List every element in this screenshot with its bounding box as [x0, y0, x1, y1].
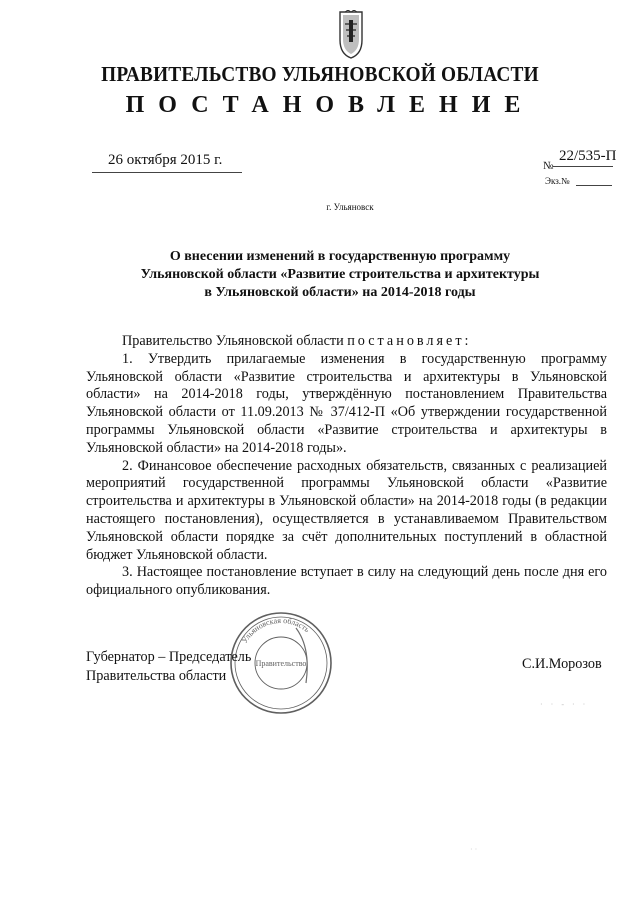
position-line-2: Правительства области [86, 668, 227, 684]
title-line-2: Ульяновской области «Развитие строительства и архитектуры [140, 267, 540, 282]
paragraph-item-1: 1. Утвердить прилагаемые изменения в государственную программу Ульяновской области «Развитие строительства и архитектуры в Ульяновской области» на 2014-2018 годы, утверждённую постановлением Правительства Ульяновской области от 11.09.2013 № 37/412-П «Об утверждении государственной программы Ульяновской области «Развитие строительства и архитектуры в Ульяновской области» на 2014-2018 годы». [86, 350, 607, 456]
paragraph-item-3: 3. Настоящее постановление вступает в силу на следующий день после дня его официального опубликования. [86, 564, 607, 599]
scan-noise: · · - · · [540, 700, 589, 709]
intro-verb: постановляет: [347, 333, 472, 349]
seal-center-text: Правительство [255, 659, 307, 668]
document-title [90, 248, 590, 302]
copy-number-label: Экз.№ [545, 176, 570, 186]
document-number: 22/535-П [559, 148, 617, 164]
number-underline [553, 166, 613, 167]
seal-ring-text: Ульяновская область [239, 615, 312, 645]
paragraph-item-2: 2. Финансовое обеспечение расходных обязательств, связанных с реализацией мероприятий государственной программы Ульяновской области «Развитие строительства и архитектуры в Ульяновской области» на 2014-2018 годы (в редакции настоящего постановления), осуществляется в устанавливаемом Правительством Ульяновской области порядке за счёт дополнительных поступлений в областной бюджет Ульяновской области. [86, 457, 607, 563]
title-line-1: О внесении изменений в государственную программу [169, 249, 511, 264]
document-date: 26 октября 2015 г. [108, 152, 223, 168]
official-seal-stamp [226, 608, 336, 718]
intro-paragraph [86, 333, 607, 351]
organization-title: ПРАВИТЕЛЬСТВО УЛЬЯНОВСКОЙ ОБЛАСТИ [101, 62, 539, 86]
number-prefix: № [543, 160, 554, 172]
position-line-1: Губернатор – Председатель [86, 649, 252, 665]
scan-noise-bottom: · · [470, 845, 478, 854]
title-line-3: в Ульяновской области» на 2014-2018 годы [204, 285, 476, 300]
document-body [86, 333, 607, 600]
coat-of-arms-emblem [334, 10, 368, 60]
date-underline [92, 172, 242, 173]
document-type-heading: ПОСТАНОВЛЕНИЕ [125, 92, 535, 118]
intro-prefix: Правительство Ульяновской области [122, 333, 344, 349]
copy-number-underline [576, 185, 612, 186]
city: г. Ульяновск [326, 202, 374, 212]
signatory-name: С.И.Морозов [522, 656, 602, 672]
